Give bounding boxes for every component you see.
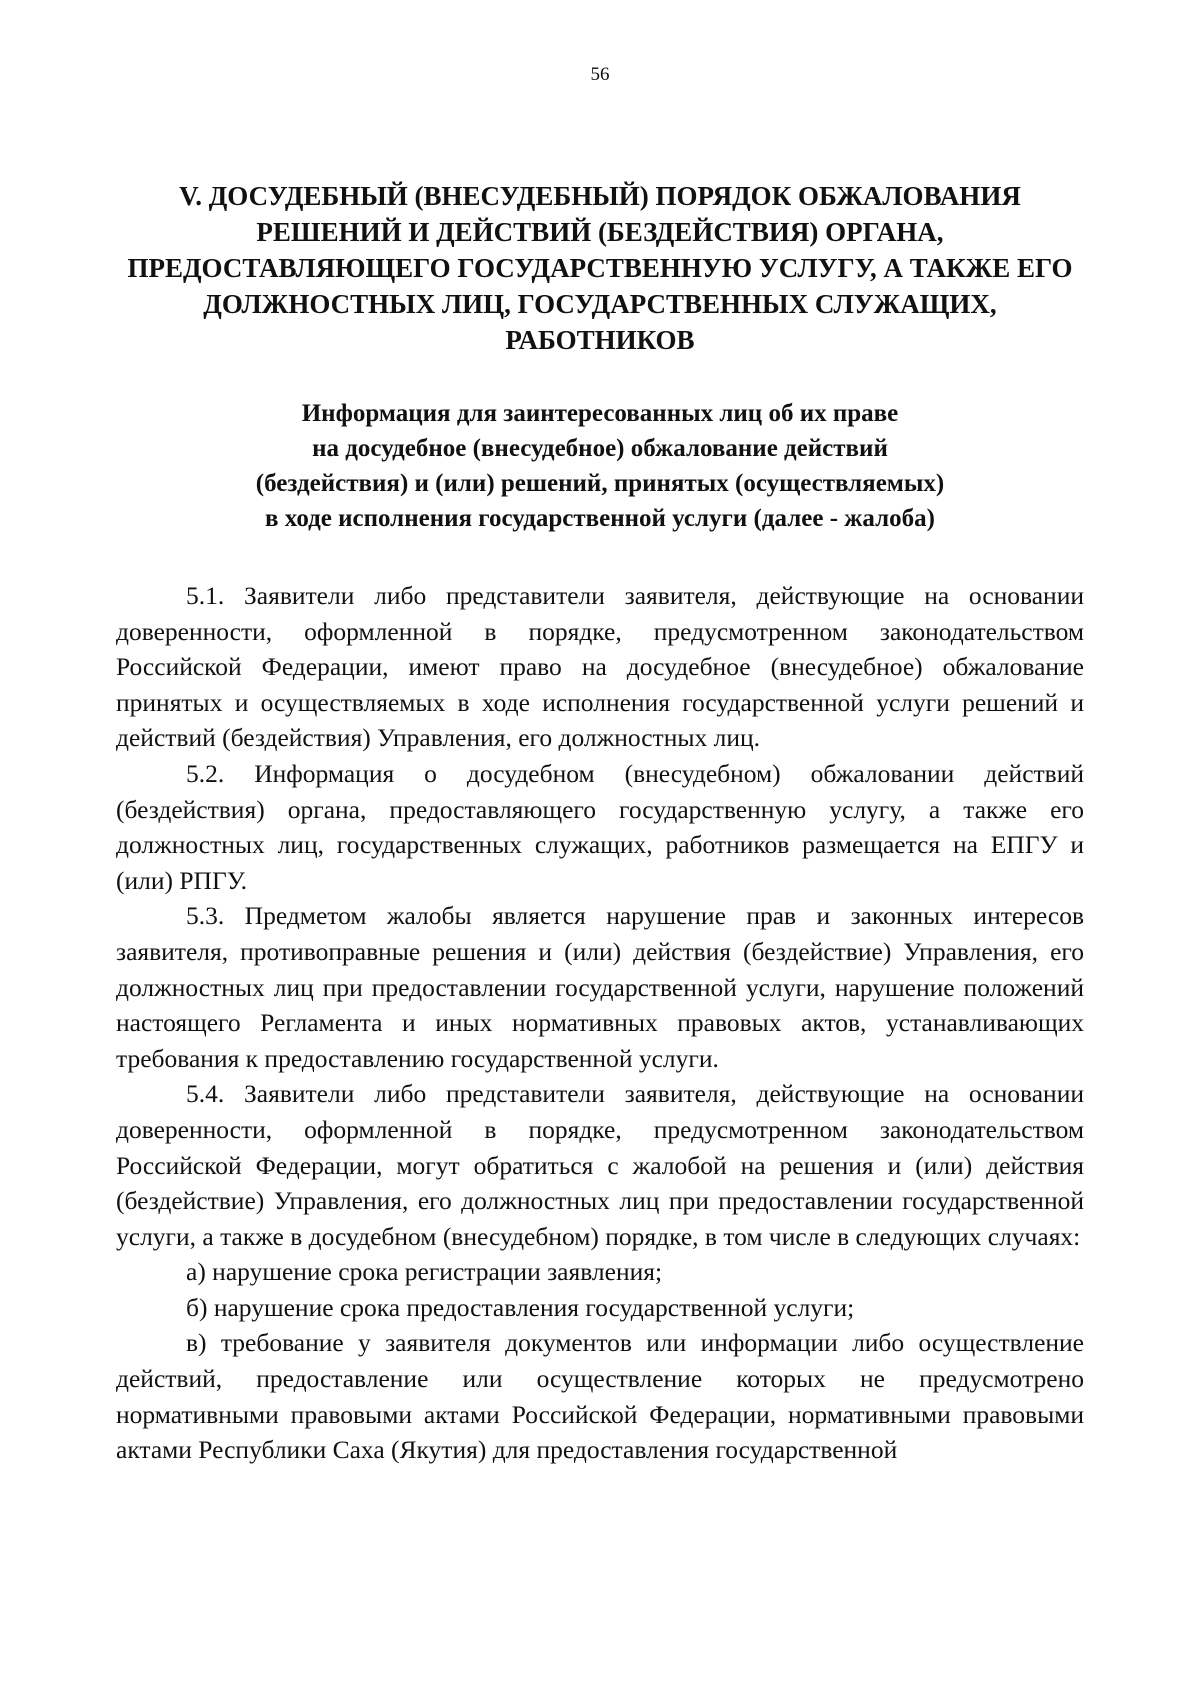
- paragraph-5-1: 5.1. Заявители либо представители заявителя, действующие на основании доверенности, оформленной в порядке, предусмотренном законодательством Российской Федерации, имеют право на досудебное (внесудебное) обжалование принятых и осуществляемых в ходе исполнения государственной услуги решений и действий (бездействия) Управления, его должностных лиц.: [116, 581, 1084, 753]
- list-item-b: б) нарушение срока предоставления государственной услуги;: [186, 1292, 855, 1322]
- list-item-v: в) требование у заявителя документов или информации либо осуществление действий, предоставление или осуществление которых не предусмотрено нормативными правовыми актами Российской Федерации, нормативными правовыми актами Республики Саха (Якутия) для предоставления государственной: [116, 1328, 1084, 1465]
- list-item-a: а) нарушение срока регистрации заявления;: [186, 1257, 663, 1287]
- subheading-line: в ходе исполнения государственной услуги (далее - жалоба): [265, 505, 935, 532]
- subheading-line: (бездействия) и (или) решений, принятых (осуществляемых): [255, 470, 945, 497]
- section-title-line: ПРЕДОСТАВЛЯЮЩЕГО ГОСУДАРСТВЕННУЮ УСЛУГУ, А ТАКЖЕ ЕГО: [127, 253, 1073, 283]
- paragraph-5-3: 5.3. Предметом жалобы является нарушение прав и законных интересов заявителя, противоправные решения и (или) действия (бездействие) Управления, его должностных лиц при предоставлении государственной услуги, нарушение положений настоящего Регламента и иных нормативных правовых актов, устанавливающих требования к предоставлению государственной услуги.: [116, 901, 1084, 1073]
- subheading: [190, 396, 1010, 536]
- section-title-line: V. ДОСУДЕБНЫЙ (ВНЕСУДЕБНЫЙ) ПОРЯДОК ОБЖАЛОВАНИЯ: [179, 181, 1021, 211]
- section-title-line: ДОЛЖНОСТНЫХ ЛИЦ, ГОСУДАРСТВЕННЫХ СЛУЖАЩИХ,: [203, 289, 997, 319]
- paragraph-5-2: 5.2. Информация о досудебном (внесудебном) обжаловании действий (бездействия) органа, предоставляющего государственную услугу, а также его должностных лиц, государственных служащих, работников размещается на ЕПГУ и (или) РПГУ.: [116, 758, 1084, 895]
- section-title: [110, 178, 1090, 358]
- section-title-line: РЕШЕНИЙ И ДЕЙСТВИЙ (БЕЗДЕЙСТВИЯ) ОРГАНА,: [256, 217, 944, 247]
- subheading-line: на досудебное (внесудебное) обжалование действий: [312, 435, 888, 462]
- page-number: 56: [590, 64, 610, 85]
- subheading-line: Информация для заинтересованных лиц об их праве: [301, 400, 899, 427]
- paragraph-5-4: 5.4. Заявители либо представители заявителя, действующие на основании доверенности, оформленной в порядке, предусмотренном законодательством Российской Федерации, могут обратиться с жалобой на решения и (или) действия (бездействие) Управления, его должностных лиц при предоставлении государственной услуги, а также в досудебном (внесудебном) порядке, в том числе в следующих случаях:: [116, 1079, 1084, 1251]
- section-title-line: РАБОТНИКОВ: [505, 325, 695, 355]
- body-text: [116, 578, 1084, 1468]
